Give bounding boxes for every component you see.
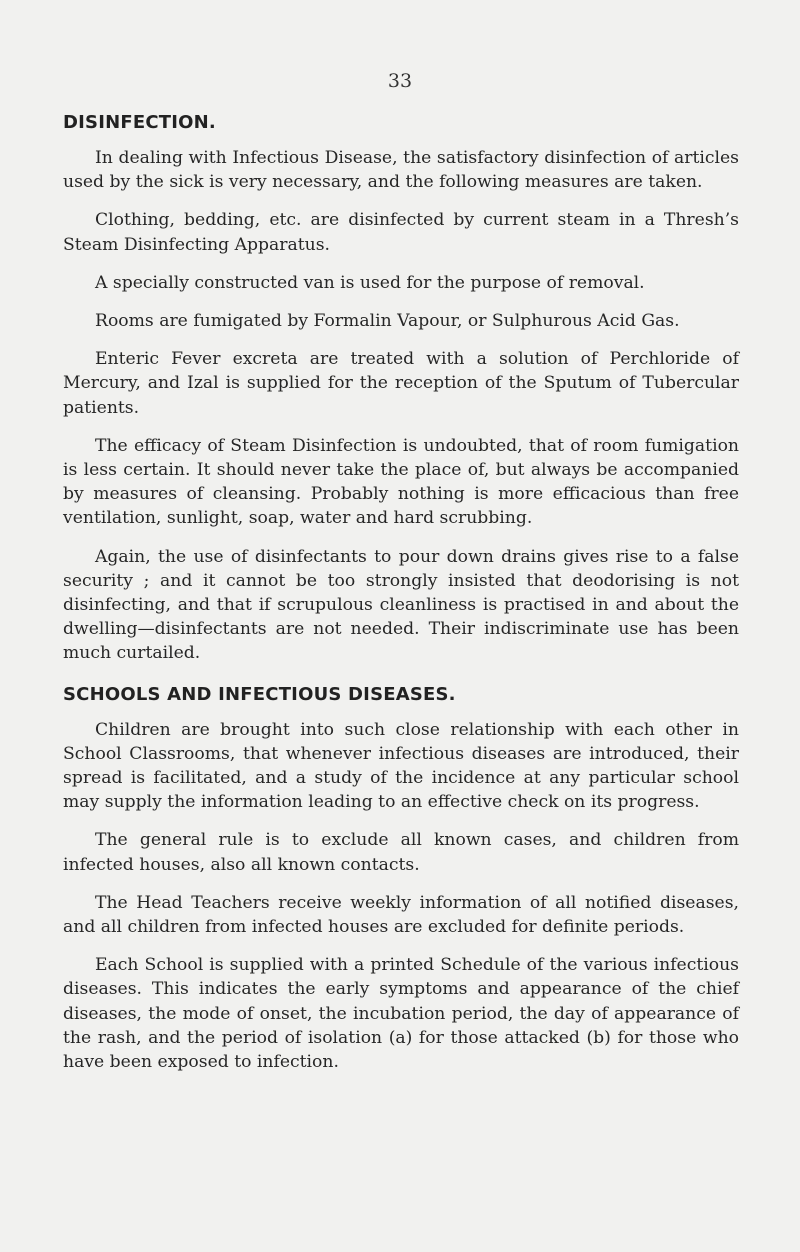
paragraph: The Head Teachers receive weekly information of all notified diseases, and all children from infected houses are excluded for definite periods. (63, 892, 739, 938)
section-disinfection (63, 112, 739, 666)
paragraph: The general rule is to exclude all known cases, and children from infected houses, also all known contacts. (63, 830, 739, 875)
page-number: 33 (387, 70, 413, 92)
page-content (63, 112, 739, 1088)
paragraph: Clothing, bedding, etc. are disinfected by current steam in a Thresh’s Steam Disinfecting Apparatus. (63, 210, 739, 255)
section-schools-infectious-diseases (63, 684, 739, 1075)
paragraph: A specially constructed van is used for the purpose of removal. (95, 272, 645, 293)
section-heading: DISINFECTION. (63, 112, 216, 133)
paragraph: In dealing with Infectious Disease, the satisfactory disinfection of articles used by the sick is very necessary, and the following measures are taken. (63, 148, 739, 193)
paragraph: Enteric Fever excreta are treated with a solution of Perchloride of Mercury, and Izal is supplied for the reception of the Sputum of Tubercular patients. (63, 349, 739, 418)
paragraph: Each School is supplied with a printed Schedule of the various infectious diseases. This indicates the early symptoms and appearance of the chief diseases, the mode of onset, the incubation period, the day of appearance of the rash, and the period of isolation (a) for those attacked (b) for those who have been exposed to infection. (63, 955, 739, 1073)
paragraph: The efficacy of Steam Disinfection is undoubted, that of room fumigation is less certain. It should never take the place of, but always be accompanied by measures of cleansing. Probably nothing is more efficacious than free ventilation, sunlight, soap, water and hard scrubbing. (63, 435, 739, 529)
section-heading: SCHOOLS AND INFECTIOUS DISEASES. (63, 683, 456, 705)
paragraph: Children are brought into such close relationship with each other in School Classrooms, that whenever infectious diseases are introduced, their spread is facilitated, and a study of the incidence at any particular school may supply the information leading to an effective check on its progress. (63, 719, 739, 813)
paragraph: Rooms are fumigated by Formalin Vapour, or Sulphurous Acid Gas. (95, 311, 680, 332)
paragraph: Again, the use of disinfectants to pour down drains gives rise to a false security ; and it cannot be too strongly insisted that deodorising is not disinfecting, and that if scrupulous cleanliness is practised in and about the dwelling—disinfectants are not needed. Their indiscriminate use has been much curtailed. (63, 546, 739, 664)
